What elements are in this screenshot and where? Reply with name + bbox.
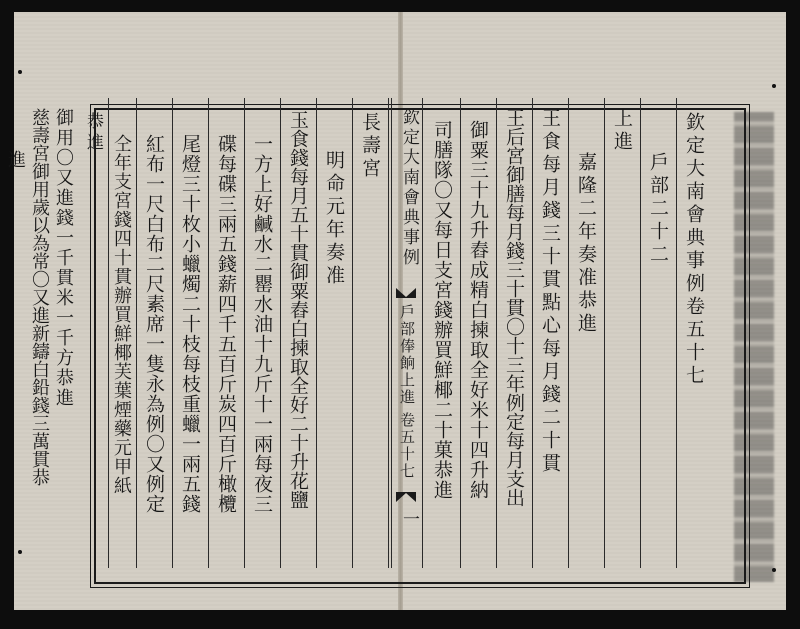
- column-rule: [244, 98, 245, 568]
- text-column: 恭進: [83, 112, 103, 154]
- column-rule: [496, 98, 497, 568]
- text-column: 御用〇又進錢一千貫米一千方恭進: [53, 108, 74, 408]
- text-column: 碟每碟三兩五錢薪四千五百斤炭四百斤橄欖: [215, 134, 237, 514]
- binding-dot: [772, 568, 776, 572]
- column-rule: [640, 98, 641, 568]
- leaf-number: 一: [399, 510, 419, 530]
- column-rule: [208, 98, 209, 568]
- text-column: 長壽宮: [359, 112, 381, 181]
- column-rule: [388, 98, 389, 568]
- text-column: 王后宮御膳每月錢三十貫〇十三年例定每月支出: [503, 108, 525, 507]
- column-rule: [280, 98, 281, 568]
- column-rule: [604, 98, 605, 568]
- column-rule: [172, 98, 173, 568]
- text-column: 一方上好鹹水二罌水油十九斤十一兩每夜三: [251, 134, 273, 514]
- column-rule: [316, 98, 317, 568]
- text-column: 欽定大南會典事例卷五十七: [683, 112, 705, 388]
- text-column: 仝年支宮錢四十貫辦買鮮椰芙葉煙藥元甲紙: [111, 134, 132, 495]
- binding-dot: [18, 70, 22, 74]
- text-column: 御粟三十九升舂成精白揀取全好米十四升納: [467, 120, 489, 500]
- center-title: 欽定大南會典事例: [399, 108, 419, 268]
- text-column: 上進: [611, 108, 633, 154]
- column-rule: [460, 98, 461, 568]
- binding-dot: [772, 84, 776, 88]
- column-rule: [136, 98, 137, 568]
- text-column: 進: [5, 150, 26, 172]
- text-column: 嘉隆二年奏准恭進: [575, 152, 597, 336]
- text-column: 紅布一尺白布二尺素席一隻永為例〇又例定: [143, 134, 165, 514]
- column-rule: [108, 98, 109, 568]
- text-column: 慈壽宮御用歲以為常〇又進新鑄白鉛錢三萬貫恭: [29, 108, 50, 486]
- column-rule: [568, 98, 569, 568]
- fishtail-mark: [396, 492, 416, 502]
- text-column: 玉食錢每月五十貫御粟舂白揀取全好二十升花鹽: [287, 110, 309, 509]
- text-column: 尾燈三十枚小蠟燭二十枝每枝重蠟一兩五錢: [179, 134, 201, 514]
- center-section: 戶部俸餉上進: [398, 304, 416, 406]
- text-column: 司膳隊〇又每日支宮錢辦買鮮椰二十菓恭進: [431, 120, 453, 500]
- text-column: 戶部二十二: [647, 152, 669, 267]
- column-rule: [532, 98, 533, 568]
- text-column: 明命元年奏准: [323, 150, 345, 288]
- binding-dot: [18, 550, 22, 554]
- fishtail-mark: [396, 288, 416, 298]
- column-rule: [676, 98, 677, 568]
- center-volume: 卷五十七: [398, 412, 416, 480]
- column-rule: [352, 98, 353, 568]
- text-column: 王食每月錢三十貫點心每月錢二十貫: [539, 108, 561, 476]
